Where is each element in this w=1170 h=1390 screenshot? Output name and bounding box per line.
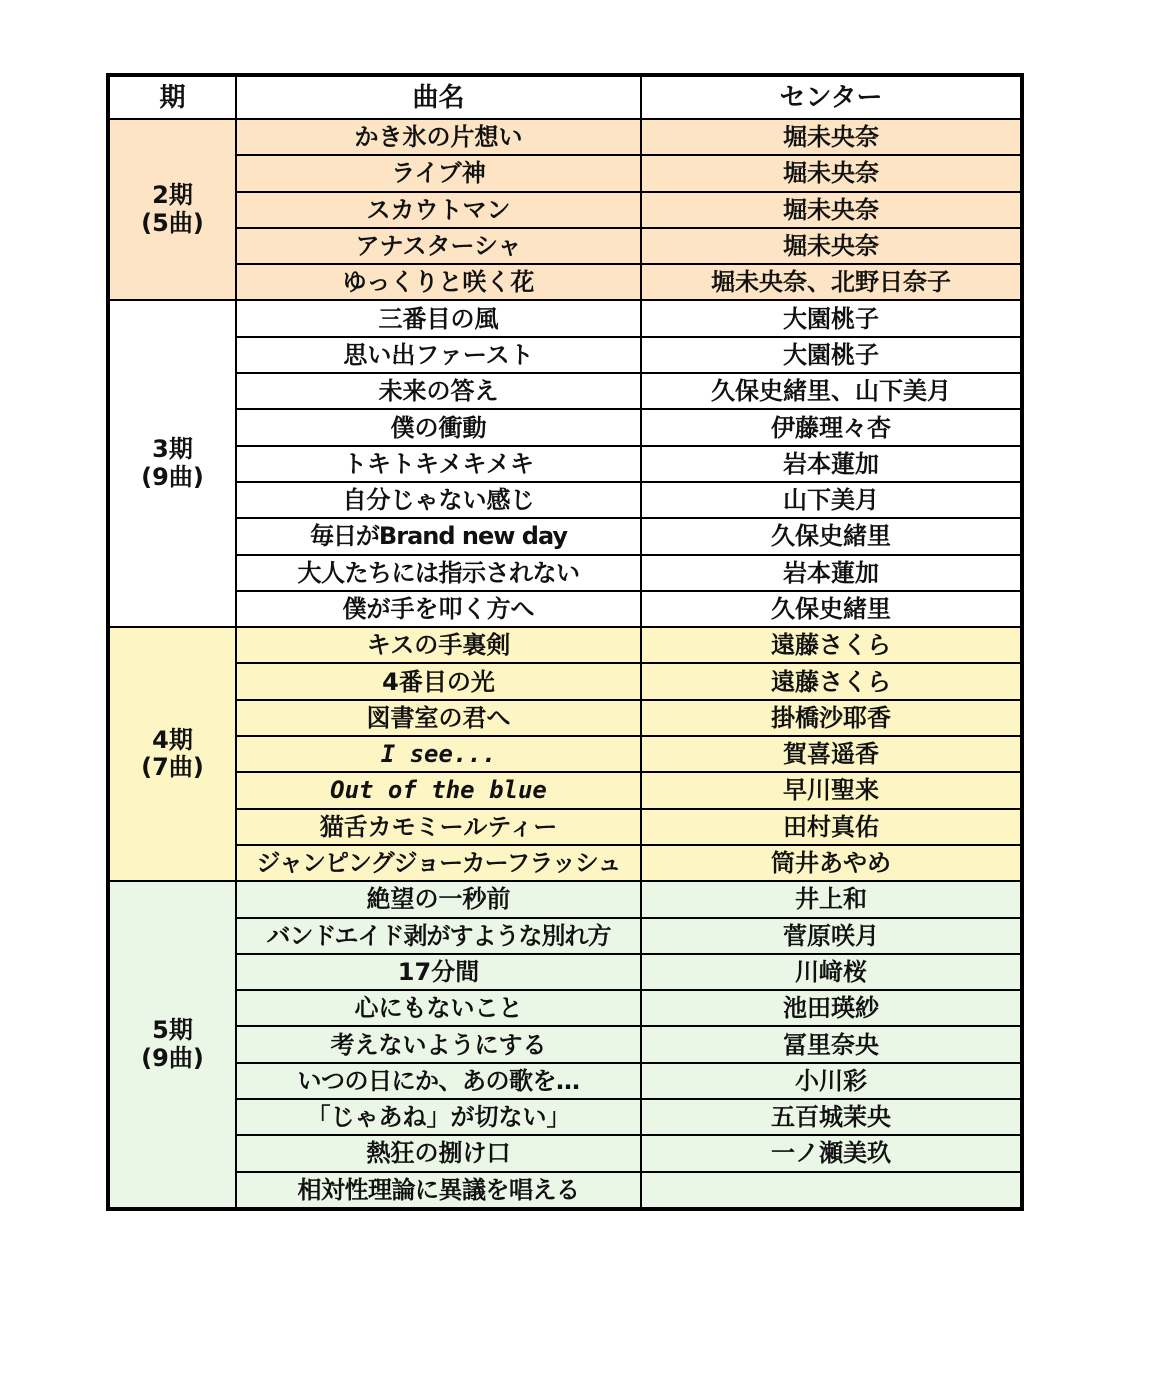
center-member: 岩本蓮加	[641, 446, 1022, 482]
center-member: 掛橋沙耶香	[641, 700, 1022, 736]
center-member: 伊藤理々杏	[641, 409, 1022, 445]
table-body	[108, 119, 1022, 1209]
table-row	[108, 155, 1022, 191]
song-title: 僕が手を叩く方へ	[236, 591, 641, 627]
table-row	[108, 482, 1022, 518]
period-label	[108, 119, 236, 300]
header-row	[108, 75, 1022, 119]
song-title: 図書室の君へ	[236, 700, 641, 736]
table-row	[108, 700, 1022, 736]
center-member: 小川彩	[641, 1063, 1022, 1099]
center-member: 久保史緒里	[641, 591, 1022, 627]
song-title: 大人たちには指示されない	[236, 555, 641, 591]
song-title: スカウトマン	[236, 192, 641, 228]
song-title: アナスターシャ	[236, 228, 641, 264]
table-row	[108, 409, 1022, 445]
center-member: 山下美月	[641, 482, 1022, 518]
center-member: 早川聖来	[641, 772, 1022, 808]
center-member: 大園桃子	[641, 300, 1022, 336]
table-row	[108, 954, 1022, 990]
table-row	[108, 373, 1022, 409]
song-title: ゆっくりと咲く花	[236, 264, 641, 300]
table-row	[108, 627, 1022, 663]
center-member: 岩本蓮加	[641, 555, 1022, 591]
table-row	[108, 446, 1022, 482]
table-row	[108, 228, 1022, 264]
period-name: 4期	[152, 725, 193, 754]
center-member: 池田瑛紗	[641, 990, 1022, 1026]
table-row	[108, 845, 1022, 881]
period-name: 5期	[152, 1015, 193, 1044]
center-member: 遠藤さくら	[641, 663, 1022, 699]
table-row	[108, 337, 1022, 373]
song-table	[106, 73, 1024, 1211]
center-member: 堀未央奈	[641, 192, 1022, 228]
table-row	[108, 192, 1022, 228]
table-row	[108, 1099, 1022, 1135]
song-title: 三番目の風	[236, 300, 641, 336]
center-member: 菅原咲月	[641, 918, 1022, 954]
song-title: 4番目の光	[236, 663, 641, 699]
song-header: 曲名	[236, 75, 641, 119]
center-member: 川﨑桜	[641, 954, 1022, 990]
song-title: かき氷の片想い	[236, 119, 641, 155]
table-row	[108, 264, 1022, 300]
table-row	[108, 1135, 1022, 1171]
table-row	[108, 555, 1022, 591]
center-member: 堀未央奈	[641, 155, 1022, 191]
table-row	[108, 881, 1022, 917]
song-title: ジャンピングジョーカーフラッシュ	[236, 845, 641, 881]
center-header: センター	[641, 75, 1022, 119]
period-song-count: (9曲)	[141, 1043, 204, 1072]
table-row	[108, 918, 1022, 954]
period-name: 2期	[152, 181, 193, 210]
center-member: 堀未央奈、北野日奈子	[641, 264, 1022, 300]
table-row	[108, 300, 1022, 336]
center-member: 大園桃子	[641, 337, 1022, 373]
song-title: I see...	[236, 736, 641, 772]
table-row	[108, 591, 1022, 627]
center-member: 久保史緒里	[641, 518, 1022, 554]
song-title: 僕の衝動	[236, 409, 641, 445]
song-title: 相対性理論に異議を唱える	[236, 1172, 641, 1209]
period-song-count: (7曲)	[141, 753, 204, 782]
song-title: いつの日にか、あの歌を…	[236, 1063, 641, 1099]
period-label	[108, 300, 236, 627]
center-member	[641, 1172, 1022, 1209]
song-title: Out of the blue	[236, 772, 641, 808]
song-title: 考えないようにする	[236, 1026, 641, 1062]
period-song-count: (9曲)	[141, 462, 204, 491]
song-title: ライブ神	[236, 155, 641, 191]
table-row	[108, 1063, 1022, 1099]
center-member: 一ノ瀬美玖	[641, 1135, 1022, 1171]
song-title: 思い出ファースト	[236, 337, 641, 373]
center-member: 筒井あやめ	[641, 845, 1022, 881]
center-member: 井上和	[641, 881, 1022, 917]
song-title: キスの手裏剣	[236, 627, 641, 663]
table-row	[108, 809, 1022, 845]
table-row	[108, 518, 1022, 554]
table-row	[108, 1026, 1022, 1062]
table-row	[108, 119, 1022, 155]
table-row	[108, 1172, 1022, 1209]
center-member: 五百城茉央	[641, 1099, 1022, 1135]
song-title: トキトキメキメキ	[236, 446, 641, 482]
period-label	[108, 881, 236, 1209]
center-member: 田村真佑	[641, 809, 1022, 845]
song-title: 猫舌カモミールティー	[236, 809, 641, 845]
center-member: 久保史緒里、山下美月	[641, 373, 1022, 409]
song-title: 絶望の一秒前	[236, 881, 641, 917]
song-title: 熱狂の捌け口	[236, 1135, 641, 1171]
song-title: 未来の答え	[236, 373, 641, 409]
table-row	[108, 663, 1022, 699]
center-member: 賀喜遥香	[641, 736, 1022, 772]
center-member: 堀未央奈	[641, 119, 1022, 155]
song-title: 毎日がBrand new day	[236, 518, 641, 554]
period-header: 期	[108, 75, 236, 119]
table-row	[108, 736, 1022, 772]
table-row	[108, 990, 1022, 1026]
song-title: 17分間	[236, 954, 641, 990]
song-title: 「じゃあね」が切ない」	[236, 1099, 641, 1135]
period-song-count: (5曲)	[141, 208, 204, 237]
table-row	[108, 772, 1022, 808]
center-member: 冨里奈央	[641, 1026, 1022, 1062]
center-member: 堀未央奈	[641, 228, 1022, 264]
song-title: 心にもないこと	[236, 990, 641, 1026]
song-title: 自分じゃない感じ	[236, 482, 641, 518]
period-name: 3期	[152, 435, 193, 464]
center-member: 遠藤さくら	[641, 627, 1022, 663]
period-label	[108, 627, 236, 881]
song-title: バンドエイド剥がすような別れ方	[236, 918, 641, 954]
